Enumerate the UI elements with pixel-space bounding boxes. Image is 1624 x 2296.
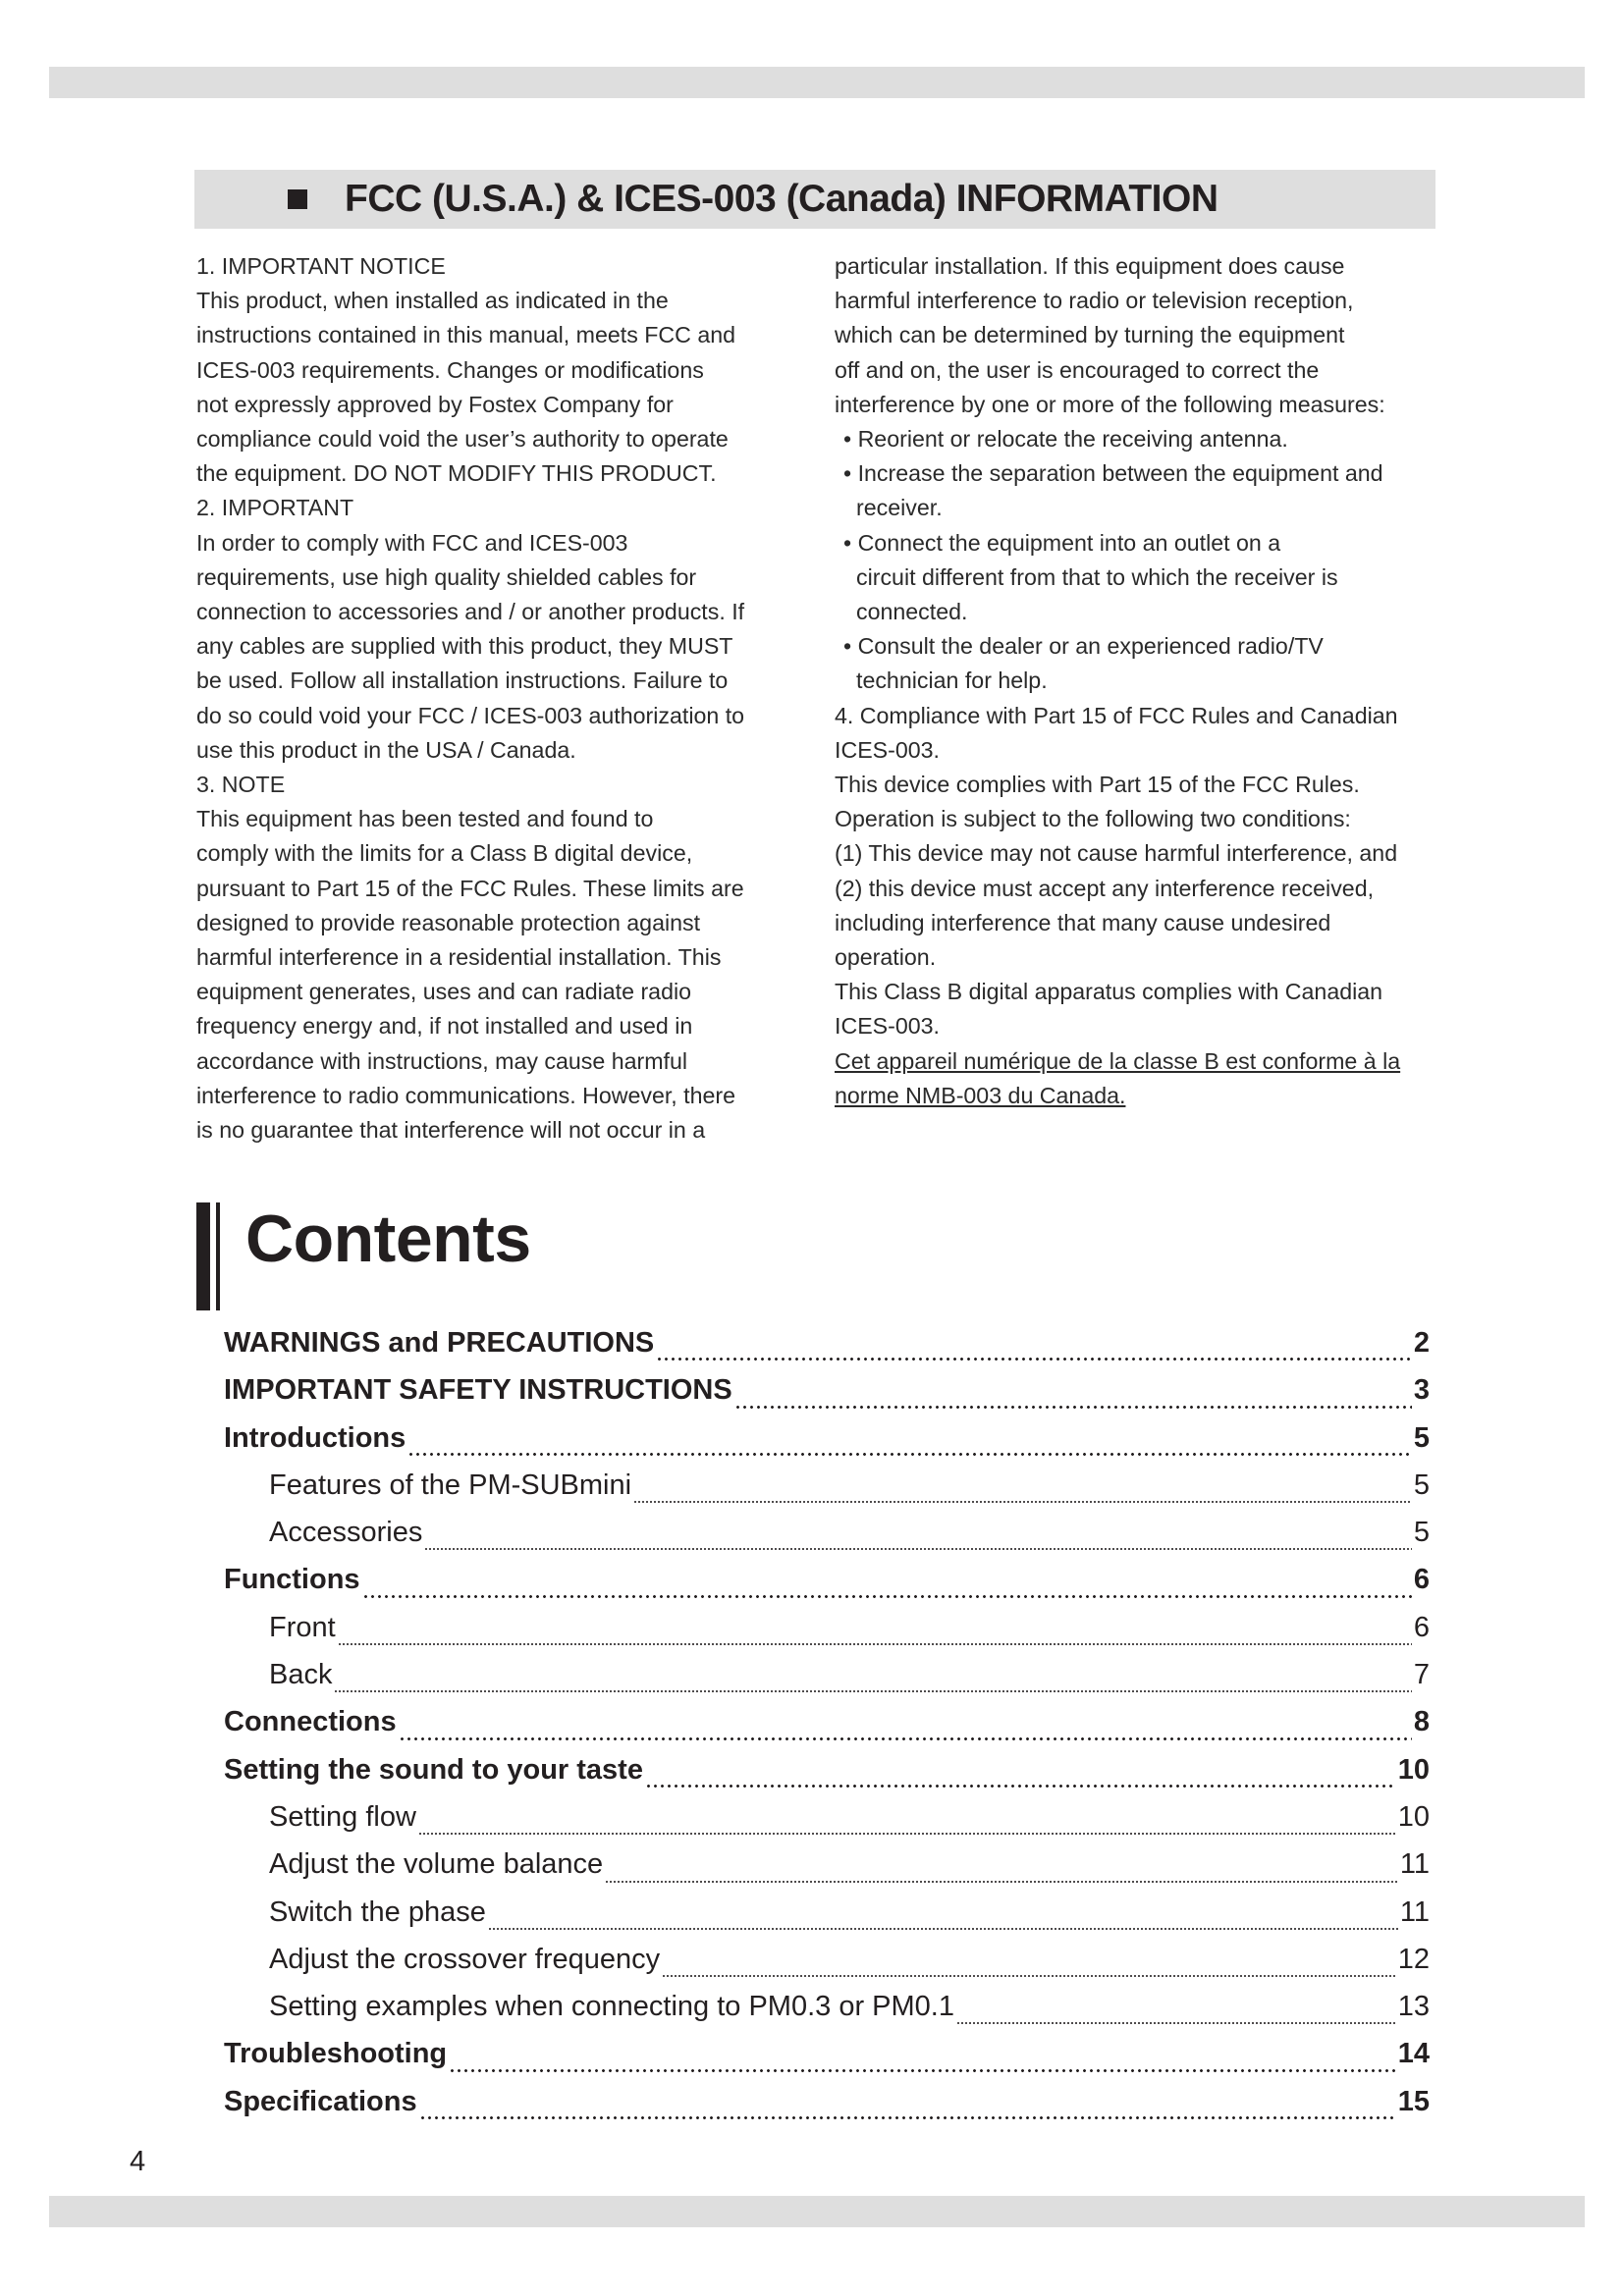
top-band <box>49 67 1585 98</box>
table-of-contents <box>224 1327 1430 2133</box>
fcc-french-notice <box>835 1044 1443 1079</box>
fcc-bullet-item <box>835 526 1443 561</box>
toc-entry-title: Troubleshooting <box>224 2038 448 2070</box>
toc-leader-dots <box>362 1591 1412 1600</box>
fcc-text-line: ICES-003 requirements. Changes or modifications <box>196 356 704 383</box>
toc-entry-page: 7 <box>1413 1659 1430 1691</box>
toc-leader-dots <box>956 2020 1396 2025</box>
toc-entry-title: Adjust the volume balance <box>269 1848 604 1881</box>
fcc-bullet-text: connected. <box>856 599 968 625</box>
fcc-text-line: 4. Compliance with Part 15 of FCC Rules and Canadian <box>835 702 1398 728</box>
fcc-text-line: including interference that many cause undesired <box>835 909 1331 935</box>
bullet-dot-icon: • <box>843 633 858 660</box>
toc-entry-page: 13 <box>1397 1991 1430 2023</box>
toc-entry-title: Features of the PM-SUBmini <box>269 1468 632 1501</box>
toc-entry-title: Switch the phase <box>269 1896 486 1928</box>
fcc-text-line: 2. IMPORTANT <box>196 495 354 521</box>
toc-leader-dots <box>633 1499 1412 1504</box>
fcc-french-text: norme NMB-003 du Canada. <box>835 1082 1126 1108</box>
fcc-text-line: use this product in the USA / Canada. <box>196 736 576 763</box>
fcc-text-line: 3. NOTE <box>196 772 286 798</box>
toc-entry-title: Setting the sound to your taste <box>224 1753 643 1786</box>
bullet-dot-icon: • <box>843 529 858 556</box>
fcc-text-line: not expressly approved by Fostex Company for <box>196 391 674 417</box>
fcc-text-line: (1) This device may not cause harmful interference, and <box>835 840 1398 867</box>
toc-leader-dots <box>418 1831 1396 1836</box>
toc-entry-page: 10 <box>1397 1753 1430 1786</box>
fcc-bullet-item <box>835 422 1443 456</box>
fcc-bullet-text: Increase the separation between the equipment and <box>857 460 1383 487</box>
toc-entry[interactable] <box>224 2038 1430 2085</box>
fcc-text-line: (2) this device must accept any interference received, <box>835 875 1375 901</box>
toc-leader-dots <box>338 1641 1412 1646</box>
fcc-text-line: equipment generates, uses and can radiate radio <box>196 979 692 1005</box>
fcc-text-line: particular installation. If this equipment does cause <box>835 253 1345 279</box>
toc-leader-dots <box>662 1973 1396 1978</box>
toc-entry-title: Specifications <box>224 2085 417 2117</box>
toc-leader-dots <box>424 1546 1412 1551</box>
toc-entry-page: 5 <box>1413 1421 1430 1454</box>
fcc-section-header <box>194 170 1435 229</box>
toc-entry-page: 11 <box>1399 1896 1430 1928</box>
toc-entry[interactable] <box>224 1991 1430 2038</box>
toc-entry-page: 2 <box>1413 1327 1430 1359</box>
toc-entry[interactable] <box>224 1469 1430 1517</box>
toc-entry-title: WARNINGS and PRECAUTIONS <box>224 1327 655 1359</box>
toc-entry[interactable] <box>224 1944 1430 1991</box>
fcc-text-line: 1. IMPORTANT NOTICE <box>196 253 446 279</box>
toc-entry[interactable] <box>224 1848 1430 1896</box>
toc-entry-page: 14 <box>1397 2038 1430 2070</box>
fcc-french-notice <box>835 1079 1443 1113</box>
fcc-text-line: harmful interference to radio or television reception, <box>835 288 1354 314</box>
fcc-text-line: connection to accessories and / or another products. If <box>196 599 745 625</box>
toc-leader-dots <box>407 1449 1412 1458</box>
fcc-bullet-item <box>835 456 1443 491</box>
fcc-bullet-text: Connect the equipment into an outlet on a <box>857 529 1281 556</box>
toc-entry-title: Front <box>269 1611 336 1643</box>
toc-entry[interactable] <box>224 1754 1430 1801</box>
bullet-dot-icon: • <box>843 460 858 487</box>
toc-entry-page: 5 <box>1413 1468 1430 1501</box>
toc-leader-dots <box>734 1402 1412 1411</box>
toc-entry[interactable] <box>224 1517 1430 1564</box>
toc-entry-title: Accessories <box>269 1517 423 1549</box>
fcc-text-line: operation. <box>835 944 937 971</box>
fcc-text-line: requirements, use high quality shielded cables for <box>196 563 697 590</box>
fcc-text-line: ICES-003. <box>835 736 940 763</box>
fcc-text-line: This Class B digital apparatus complies with Canadian <box>835 979 1383 1005</box>
toc-leader-dots <box>645 1781 1396 1789</box>
toc-leader-dots <box>656 1354 1412 1362</box>
fcc-section-title: FCC (U.S.A.) & ICES-003 (Canada) INFORMATION <box>345 178 1218 220</box>
toc-leader-dots <box>605 1879 1398 1884</box>
fcc-text-line: This device complies with Part 15 of the FCC Rules. <box>835 772 1360 798</box>
contents-title: Contents <box>245 1201 531 1276</box>
fcc-text-line: frequency energy and, if not installed and used in <box>196 1013 693 1040</box>
fcc-text-line: harmful interference in a residential installation. This <box>196 944 722 971</box>
fcc-bullet-text: Consult the dealer or an experienced radio/TV <box>857 633 1324 660</box>
fcc-text-line: designed to provide reasonable protection against <box>196 909 701 935</box>
fcc-left-column <box>196 249 805 1148</box>
page-number: 4 <box>130 2146 146 2177</box>
fcc-text-line: do so could void your FCC / ICES-003 authorization to <box>196 702 745 728</box>
fcc-bullet-text: technician for help. <box>856 667 1048 694</box>
toc-leader-dots <box>334 1688 1411 1693</box>
contents-heading-bar <box>196 1202 210 1310</box>
toc-entry-page: 3 <box>1413 1374 1430 1407</box>
fcc-text-line: interference to radio communications. However, there <box>196 1082 736 1108</box>
bottom-band <box>49 2196 1585 2227</box>
fcc-bullet-text: receiver. <box>856 495 943 521</box>
toc-entry-page: 15 <box>1397 2085 1430 2117</box>
bullet-dot-icon: • <box>843 426 858 453</box>
contents-heading-bar-thin <box>216 1202 220 1310</box>
fcc-text-line: any cables are supplied with this product, they MUST <box>196 633 733 660</box>
fcc-text-line: Operation is subject to the following two conditions: <box>835 806 1351 832</box>
toc-entry[interactable] <box>224 1706 1430 1753</box>
toc-leader-dots <box>419 2112 1396 2121</box>
fcc-text-line: be used. Follow all installation instructions. Failure to <box>196 667 729 694</box>
toc-entry-page: 5 <box>1413 1517 1430 1549</box>
toc-entry-title: IMPORTANT SAFETY INSTRUCTIONS <box>224 1374 732 1407</box>
fcc-bullet-text: Reorient or relocate the receiving antenna. <box>857 426 1288 453</box>
fcc-text-line: which can be determined by turning the equipment <box>835 322 1345 348</box>
fcc-text-line: instructions contained in this manual, meets FCC and <box>196 322 736 348</box>
toc-entry[interactable] <box>224 1422 1430 1469</box>
toc-entry-title: Functions <box>224 1564 360 1596</box>
toc-entry-page: 6 <box>1413 1611 1430 1643</box>
toc-entry-title: Adjust the crossover frequency <box>269 1943 661 1975</box>
fcc-right-column <box>835 249 1443 1113</box>
toc-entry-page: 10 <box>1397 1800 1430 1833</box>
toc-entry-title: Setting examples when connecting to PM0.3 or PM0.1 <box>269 1991 954 2023</box>
fcc-text-line: is no guarantee that interference will not occur in a <box>196 1117 706 1144</box>
toc-entry[interactable] <box>224 1327 1430 1374</box>
fcc-text-line: interference by one or more of the following measures: <box>835 391 1385 417</box>
toc-entry[interactable] <box>224 1374 1430 1421</box>
fcc-text-line: In order to comply with FCC and ICES-003 <box>196 529 628 556</box>
toc-entry-page: 6 <box>1413 1564 1430 1596</box>
toc-entry[interactable] <box>224 1801 1430 1848</box>
square-bullet-icon <box>288 189 307 209</box>
toc-entry-title: Setting flow <box>269 1800 416 1833</box>
fcc-text-line: comply with the limits for a Class B digital device, <box>196 840 693 867</box>
toc-entry-page: 12 <box>1397 1943 1430 1975</box>
fcc-french-text: Cet appareil numérique de la classe B est conforme à la <box>835 1047 1401 1074</box>
toc-entry[interactable] <box>224 1896 1430 1944</box>
toc-entry-title: Connections <box>224 1706 397 1738</box>
fcc-text-line: off and on, the user is encouraged to correct the <box>835 356 1320 383</box>
fcc-text-line: the equipment. DO NOT MODIFY THIS PRODUCT. <box>196 460 717 487</box>
fcc-text-line: This equipment has been tested and found to <box>196 806 654 832</box>
toc-entry-page: 11 <box>1399 1848 1430 1881</box>
fcc-bullet-text: circuit different from that to which the receiver is <box>856 563 1338 590</box>
toc-entry[interactable] <box>224 2086 1430 2133</box>
toc-leader-dots <box>399 1734 1412 1742</box>
toc-entry[interactable] <box>224 1564 1430 1611</box>
toc-entry[interactable] <box>224 1612 1430 1659</box>
fcc-text-line: accordance with instructions, may cause harmful <box>196 1047 688 1074</box>
fcc-bullet-item <box>835 629 1443 664</box>
toc-entry-title: Back <box>269 1659 333 1691</box>
toc-entry-title: Introductions <box>224 1421 406 1454</box>
toc-leader-dots <box>449 2065 1396 2074</box>
toc-leader-dots <box>488 1926 1398 1931</box>
toc-entry[interactable] <box>224 1659 1430 1706</box>
fcc-text-line: ICES-003. <box>835 1013 940 1040</box>
fcc-text-line: pursuant to Part 15 of the FCC Rules. These limits are <box>196 875 744 901</box>
toc-entry-page: 8 <box>1413 1706 1430 1738</box>
fcc-text-line: compliance could void the user’s authority to operate <box>196 426 729 453</box>
fcc-text-line: This product, when installed as indicated in the <box>196 288 669 314</box>
